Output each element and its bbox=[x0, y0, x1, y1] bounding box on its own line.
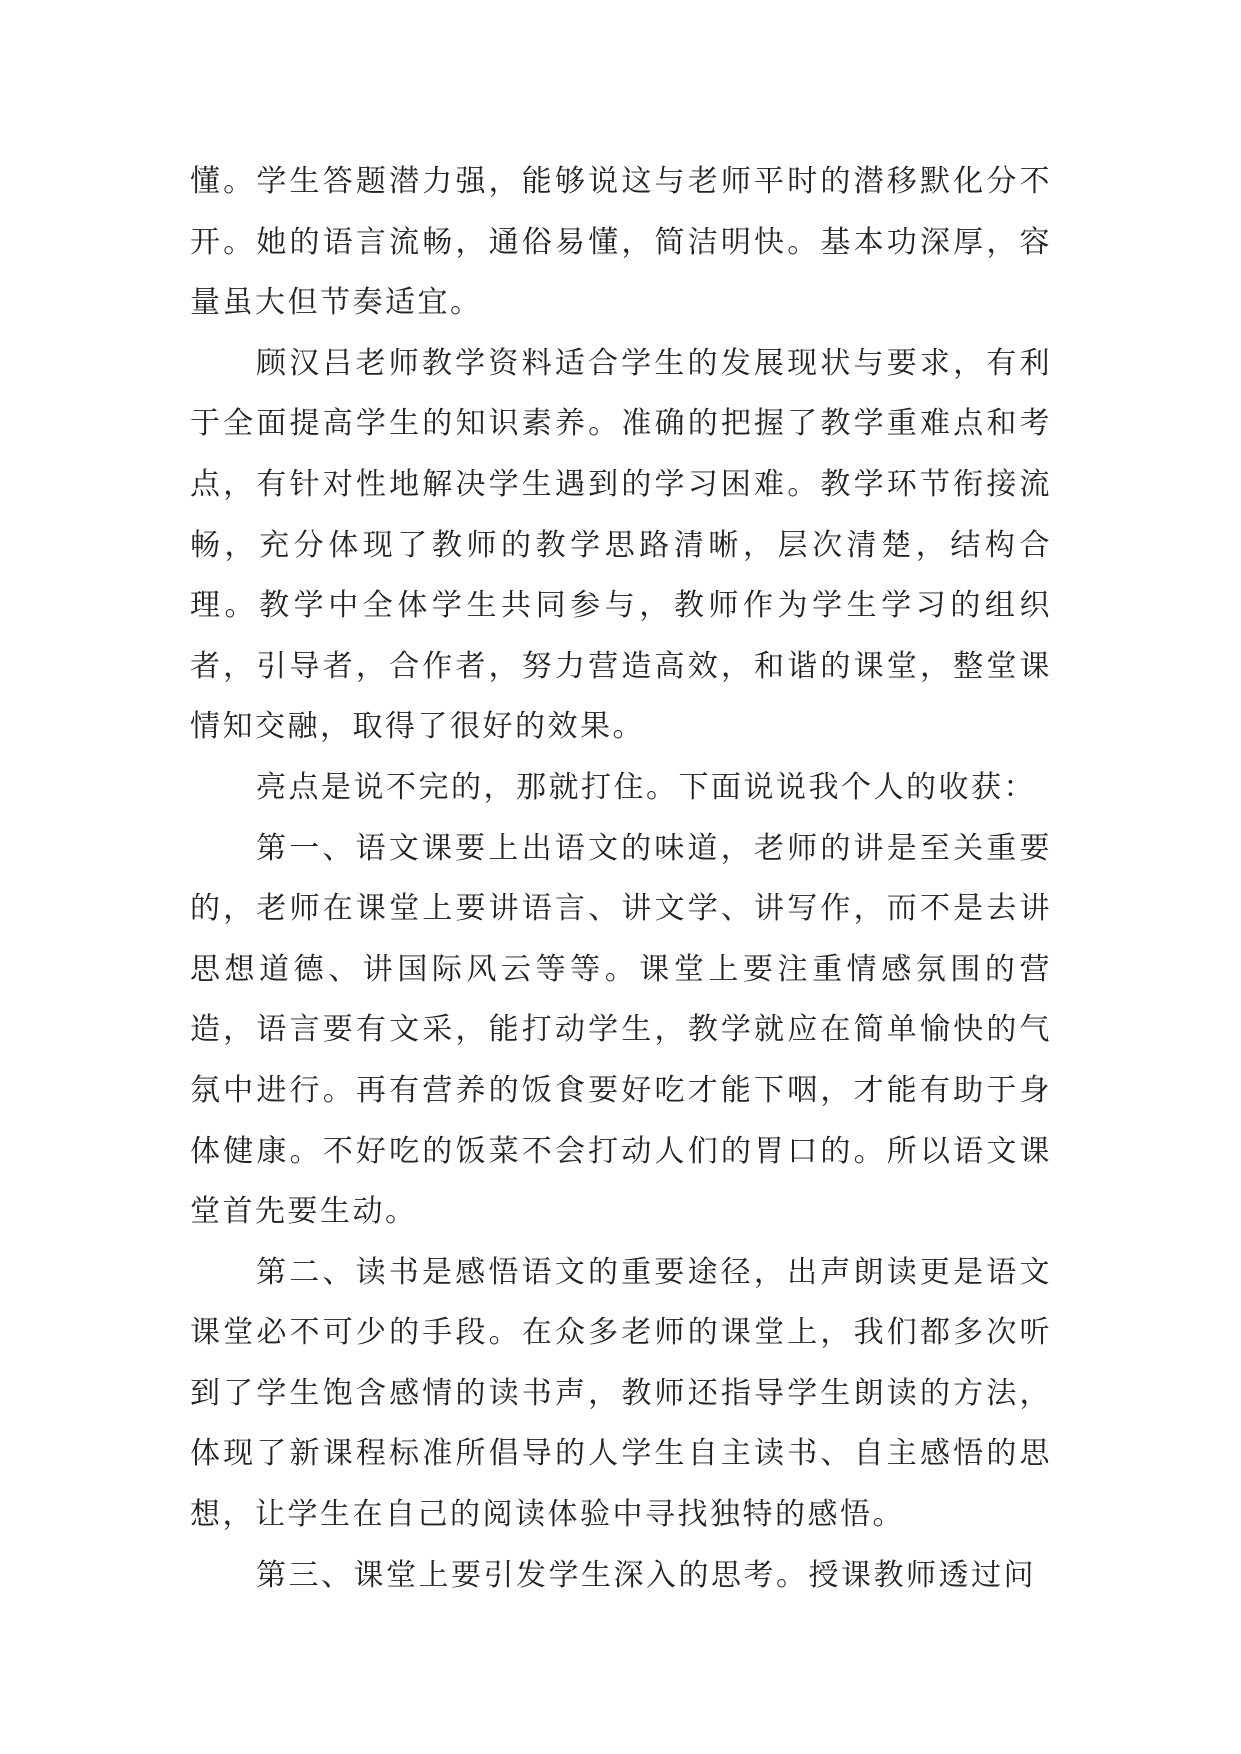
paragraph-point-three: 第三、课堂上要引发学生深入的思考。授课教师透过问 bbox=[256, 1557, 1036, 1593]
paragraph-teacher-review: 顾汉吕老师教学资料适合学生的发展现状与要求，有利于全面提高学生的知识素养。准确的把握了教学重难点和考点，有针对性地解决学生遇到的学习困难。教学环节衔接流畅，充分体现了教师的教学思路清晰，层次清楚，结构合理。教学中全体学生共同参与，教师作为学生学习的组织者，引导者，合作者，努力营造高效，和谐的课堂，整堂课情知交融，取得了很好的效果。 bbox=[190, 345, 1052, 745]
paragraph-continued: 懂。学生答题潜力强，能够说这与老师平时的潜移默化分不开。她的语言流畅，通俗易懂，简洁明快。基本功深厚，容量虽大但节奏适宜。 bbox=[190, 164, 1052, 321]
paragraph-point-two: 第二、读书是感悟语文的重要途径，出声朗读更是语文课堂必不可少的手段。在众多老师的课堂上，我们都多次听到了学生饱含感情的读书声，教师还指导学生朗读的方法，体现了新课程标准所倡导的人学生自主读书、自主感悟的思想，让学生在自己的阅读体验中寻找独特的感悟。 bbox=[190, 1254, 1052, 1533]
paragraph-transition: 亮点是说不完的，那就打住。下面说说我个人的收获： bbox=[256, 769, 1036, 805]
document-body bbox=[190, 152, 1052, 1606]
paragraph-point-one: 第一、语文课要上出语文的味道，老师的讲是至关重要的，老师在课堂上要讲语言、讲文学、讲写作，而不是去讲思想道德、讲国际风云等等。课堂上要注重情感氛围的营造，语言要有文采，能打动学生，教学就应在简单愉快的气氛中进行。再有营养的饭食要好吃才能下咽，才能有助于身体健康。不好吃的饭菜不会打动人们的胃口的。所以语文课堂首先要生动。 bbox=[190, 830, 1052, 1230]
